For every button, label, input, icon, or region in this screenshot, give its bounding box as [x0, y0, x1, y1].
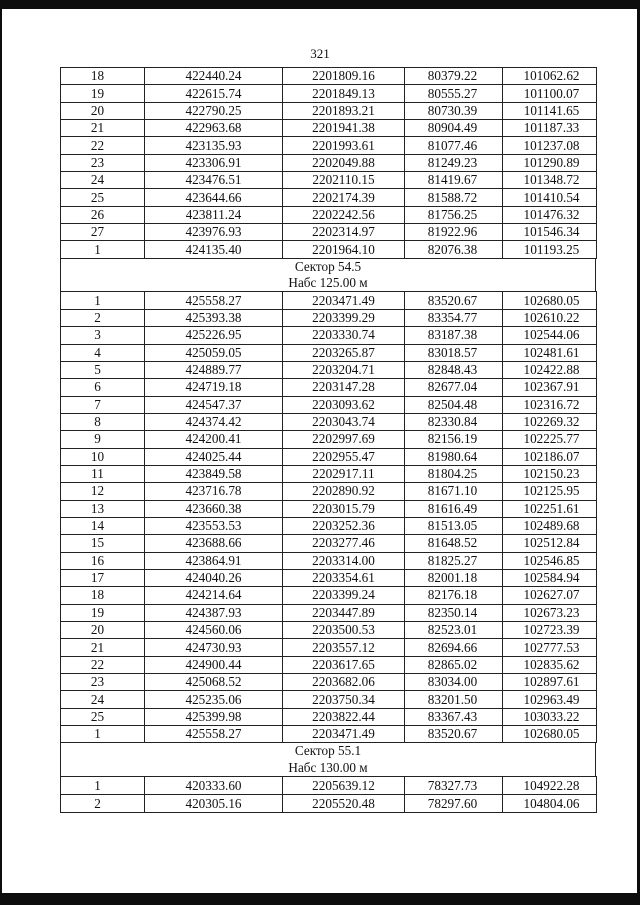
local-x-cell: 81671.10 [405, 483, 503, 500]
x-coordinate-cell: 424374.42 [145, 413, 283, 430]
x-coordinate-cell: 424387.93 [145, 604, 283, 621]
y-coordinate-cell: 2203471.49 [283, 292, 405, 309]
x-coordinate-cell: 424889.77 [145, 361, 283, 378]
y-coordinate-cell: 2203204.71 [283, 361, 405, 378]
local-x-cell: 83520.67 [405, 292, 503, 309]
coordinates-sheet [60, 67, 596, 813]
point-number-cell: 6 [61, 379, 145, 396]
point-number-cell: 22 [61, 656, 145, 673]
local-y-cell: 101546.34 [503, 224, 597, 241]
y-coordinate-cell: 2203750.34 [283, 691, 405, 708]
point-number-cell: 21 [61, 639, 145, 656]
y-coordinate-cell: 2203330.74 [283, 327, 405, 344]
y-coordinate-cell: 2202174.39 [283, 189, 405, 206]
local-y-cell: 102546.85 [503, 552, 597, 569]
point-number-cell: 27 [61, 224, 145, 241]
local-x-cell: 82865.02 [405, 656, 503, 673]
y-coordinate-cell: 2202314.97 [283, 224, 405, 241]
local-y-cell: 101476.32 [503, 206, 597, 223]
y-coordinate-cell: 2203277.46 [283, 535, 405, 552]
local-x-cell: 83520.67 [405, 726, 503, 743]
block-1-rows [61, 68, 597, 259]
table-row [61, 622, 597, 639]
y-coordinate-cell: 2201993.61 [283, 137, 405, 154]
block-2-rows [61, 292, 597, 743]
point-number-cell: 10 [61, 448, 145, 465]
x-coordinate-cell: 424200.41 [145, 431, 283, 448]
table-row [61, 344, 597, 361]
y-coordinate-cell: 2201849.13 [283, 85, 405, 102]
sector-height: Набс 130.00 м [288, 759, 368, 775]
local-y-cell: 101141.65 [503, 102, 597, 119]
x-coordinate-cell: 423553.53 [145, 517, 283, 534]
local-x-cell: 82677.04 [405, 379, 503, 396]
point-number-cell: 2 [61, 309, 145, 326]
table-row [61, 448, 597, 465]
local-y-cell: 104804.06 [503, 795, 597, 813]
y-coordinate-cell: 2201809.16 [283, 68, 405, 85]
x-coordinate-cell: 423644.66 [145, 189, 283, 206]
x-coordinate-cell: 425059.05 [145, 344, 283, 361]
table-row [61, 431, 597, 448]
table-row [61, 587, 597, 604]
table-row [61, 309, 597, 326]
x-coordinate-cell: 422615.74 [145, 85, 283, 102]
local-y-cell: 102251.61 [503, 500, 597, 517]
point-number-cell: 25 [61, 189, 145, 206]
local-y-cell: 102225.77 [503, 431, 597, 448]
local-y-cell: 102489.68 [503, 517, 597, 534]
point-number-cell: 8 [61, 413, 145, 430]
local-x-cell: 81513.05 [405, 517, 503, 534]
table-row [61, 708, 597, 725]
y-coordinate-cell: 2203093.62 [283, 396, 405, 413]
point-number-cell: 7 [61, 396, 145, 413]
local-x-cell: 78327.73 [405, 777, 503, 795]
x-coordinate-cell: 423811.24 [145, 206, 283, 223]
point-number-cell: 5 [61, 361, 145, 378]
point-number-cell: 21 [61, 120, 145, 137]
local-x-cell: 83187.38 [405, 327, 503, 344]
point-number-cell: 18 [61, 68, 145, 85]
local-y-cell: 102723.39 [503, 622, 597, 639]
table-row [61, 674, 597, 691]
x-coordinate-cell: 423135.93 [145, 137, 283, 154]
point-number-cell: 18 [61, 587, 145, 604]
point-number-cell: 24 [61, 691, 145, 708]
x-coordinate-cell: 423716.78 [145, 483, 283, 500]
table-row [61, 795, 597, 813]
local-x-cell: 83201.50 [405, 691, 503, 708]
y-coordinate-cell: 2203252.36 [283, 517, 405, 534]
y-coordinate-cell: 2203822.44 [283, 708, 405, 725]
local-y-cell: 102897.61 [503, 674, 597, 691]
local-y-cell: 102481.61 [503, 344, 597, 361]
local-x-cell: 82176.18 [405, 587, 503, 604]
y-coordinate-cell: 2203015.79 [283, 500, 405, 517]
x-coordinate-cell: 424214.64 [145, 587, 283, 604]
local-y-cell: 104922.28 [503, 777, 597, 795]
table-row [61, 292, 597, 309]
point-number-cell: 1 [61, 241, 145, 258]
local-x-cell: 82330.84 [405, 413, 503, 430]
local-x-cell: 81249.23 [405, 154, 503, 171]
table-row [61, 206, 597, 223]
local-x-cell: 83367.43 [405, 708, 503, 725]
coordinates-table-block-3 [60, 776, 597, 813]
local-x-cell: 82076.38 [405, 241, 503, 258]
point-number-cell: 19 [61, 85, 145, 102]
local-y-cell: 101237.08 [503, 137, 597, 154]
local-y-cell: 102673.23 [503, 604, 597, 621]
y-coordinate-cell: 2201893.21 [283, 102, 405, 119]
local-y-cell: 102367.91 [503, 379, 597, 396]
table-row [61, 102, 597, 119]
local-x-cell: 81419.67 [405, 172, 503, 189]
local-x-cell: 81922.96 [405, 224, 503, 241]
local-x-cell: 81648.52 [405, 535, 503, 552]
point-number-cell: 20 [61, 102, 145, 119]
local-x-cell: 81980.64 [405, 448, 503, 465]
x-coordinate-cell: 424025.44 [145, 448, 283, 465]
table-row [61, 691, 597, 708]
sector-height: Набс 125.00 м [288, 275, 368, 291]
x-coordinate-cell: 425235.06 [145, 691, 283, 708]
sector-54-5-header [60, 259, 596, 292]
local-x-cell: 82350.14 [405, 604, 503, 621]
x-coordinate-cell: 424560.06 [145, 622, 283, 639]
local-y-cell: 102125.95 [503, 483, 597, 500]
local-x-cell: 80904.49 [405, 120, 503, 137]
table-row [61, 483, 597, 500]
x-coordinate-cell: 425068.52 [145, 674, 283, 691]
table-row [61, 639, 597, 656]
y-coordinate-cell: 2202997.69 [283, 431, 405, 448]
table-row [61, 604, 597, 621]
local-y-cell: 101193.25 [503, 241, 597, 258]
coordinates-table-block-1 [60, 67, 597, 259]
y-coordinate-cell: 2203399.29 [283, 309, 405, 326]
local-y-cell: 102777.53 [503, 639, 597, 656]
point-number-cell: 24 [61, 172, 145, 189]
point-number-cell: 14 [61, 517, 145, 534]
local-y-cell: 102316.72 [503, 396, 597, 413]
y-coordinate-cell: 2201941.38 [283, 120, 405, 137]
coordinates-table-block-2 [60, 291, 597, 743]
local-y-cell: 102186.07 [503, 448, 597, 465]
x-coordinate-cell: 423306.91 [145, 154, 283, 171]
point-number-cell: 9 [61, 431, 145, 448]
point-number-cell: 20 [61, 622, 145, 639]
local-y-cell: 101062.62 [503, 68, 597, 85]
y-coordinate-cell: 2203147.28 [283, 379, 405, 396]
point-number-cell: 3 [61, 327, 145, 344]
y-coordinate-cell: 2203682.06 [283, 674, 405, 691]
table-row [61, 726, 597, 743]
local-x-cell: 81804.25 [405, 465, 503, 482]
x-coordinate-cell: 422440.24 [145, 68, 283, 85]
local-y-cell: 101187.33 [503, 120, 597, 137]
x-coordinate-cell: 420305.16 [145, 795, 283, 813]
point-number-cell: 4 [61, 344, 145, 361]
table-row [61, 569, 597, 586]
point-number-cell: 2 [61, 795, 145, 813]
local-y-cell: 102680.05 [503, 726, 597, 743]
table-row [61, 656, 597, 673]
y-coordinate-cell: 2202890.92 [283, 483, 405, 500]
table-row [61, 465, 597, 482]
point-number-cell: 23 [61, 674, 145, 691]
table-row [61, 241, 597, 258]
y-coordinate-cell: 2202049.88 [283, 154, 405, 171]
local-y-cell: 102963.49 [503, 691, 597, 708]
y-coordinate-cell: 2203314.00 [283, 552, 405, 569]
x-coordinate-cell: 424547.37 [145, 396, 283, 413]
y-coordinate-cell: 2205639.12 [283, 777, 405, 795]
point-number-cell: 19 [61, 604, 145, 621]
local-x-cell: 83034.00 [405, 674, 503, 691]
table-row [61, 120, 597, 137]
local-y-cell: 101410.54 [503, 189, 597, 206]
y-coordinate-cell: 2203471.49 [283, 726, 405, 743]
point-number-cell: 11 [61, 465, 145, 482]
x-coordinate-cell: 425226.95 [145, 327, 283, 344]
local-x-cell: 82694.66 [405, 639, 503, 656]
y-coordinate-cell: 2203447.89 [283, 604, 405, 621]
sector-55-1-header [60, 743, 596, 776]
local-x-cell: 82848.43 [405, 361, 503, 378]
table-row [61, 137, 597, 154]
x-coordinate-cell: 423976.93 [145, 224, 283, 241]
x-coordinate-cell: 424730.93 [145, 639, 283, 656]
x-coordinate-cell: 425399.98 [145, 708, 283, 725]
y-coordinate-cell: 2203265.87 [283, 344, 405, 361]
local-x-cell: 81616.49 [405, 500, 503, 517]
local-x-cell: 83018.57 [405, 344, 503, 361]
point-number-cell: 1 [61, 777, 145, 795]
local-y-cell: 102835.62 [503, 656, 597, 673]
point-number-cell: 26 [61, 206, 145, 223]
x-coordinate-cell: 423849.58 [145, 465, 283, 482]
local-y-cell: 102269.32 [503, 413, 597, 430]
point-number-cell: 15 [61, 535, 145, 552]
local-x-cell: 82156.19 [405, 431, 503, 448]
point-number-cell: 25 [61, 708, 145, 725]
local-x-cell: 80379.22 [405, 68, 503, 85]
point-number-cell: 23 [61, 154, 145, 171]
sector-title: Сектор 54.5 [294, 258, 362, 274]
table-row [61, 413, 597, 430]
point-number-cell: 13 [61, 500, 145, 517]
local-y-cell: 102610.22 [503, 309, 597, 326]
local-y-cell: 102512.84 [503, 535, 597, 552]
x-coordinate-cell: 425558.27 [145, 292, 283, 309]
y-coordinate-cell: 2203399.24 [283, 587, 405, 604]
y-coordinate-cell: 2202110.15 [283, 172, 405, 189]
local-y-cell: 102627.07 [503, 587, 597, 604]
y-coordinate-cell: 2203354.61 [283, 569, 405, 586]
y-coordinate-cell: 2202917.11 [283, 465, 405, 482]
table-row [61, 172, 597, 189]
x-coordinate-cell: 424719.18 [145, 379, 283, 396]
x-coordinate-cell: 420333.60 [145, 777, 283, 795]
table-row [61, 500, 597, 517]
x-coordinate-cell: 424900.44 [145, 656, 283, 673]
x-coordinate-cell: 425558.27 [145, 726, 283, 743]
local-y-cell: 101100.07 [503, 85, 597, 102]
local-x-cell: 81825.27 [405, 552, 503, 569]
local-x-cell: 81756.25 [405, 206, 503, 223]
point-number-cell: 16 [61, 552, 145, 569]
table-row [61, 224, 597, 241]
table-row [61, 189, 597, 206]
local-x-cell: 82001.18 [405, 569, 503, 586]
local-x-cell: 82504.48 [405, 396, 503, 413]
local-x-cell: 82523.01 [405, 622, 503, 639]
table-row [61, 552, 597, 569]
point-number-cell: 1 [61, 292, 145, 309]
x-coordinate-cell: 424040.26 [145, 569, 283, 586]
local-y-cell: 102422.88 [503, 361, 597, 378]
table-row [61, 68, 597, 85]
table-row [61, 327, 597, 344]
point-number-cell: 22 [61, 137, 145, 154]
x-coordinate-cell: 423476.51 [145, 172, 283, 189]
sector-title: Сектор 55.1 [294, 743, 362, 759]
scan-border-top [0, 0, 640, 9]
x-coordinate-cell: 423864.91 [145, 552, 283, 569]
table-row [61, 154, 597, 171]
scan-border-left [0, 0, 2, 905]
local-x-cell: 83354.77 [405, 309, 503, 326]
y-coordinate-cell: 2203557.12 [283, 639, 405, 656]
block-3-rows [61, 777, 597, 813]
local-y-cell: 103033.22 [503, 708, 597, 725]
local-y-cell: 102584.94 [503, 569, 597, 586]
table-row [61, 517, 597, 534]
table-row [61, 396, 597, 413]
local-y-cell: 102544.06 [503, 327, 597, 344]
table-row [61, 379, 597, 396]
x-coordinate-cell: 425393.38 [145, 309, 283, 326]
local-y-cell: 102680.05 [503, 292, 597, 309]
y-coordinate-cell: 2202955.47 [283, 448, 405, 465]
local-y-cell: 101290.89 [503, 154, 597, 171]
local-x-cell: 78297.60 [405, 795, 503, 813]
point-number-cell: 12 [61, 483, 145, 500]
local-x-cell: 80730.39 [405, 102, 503, 119]
table-row [61, 777, 597, 795]
local-x-cell: 81077.46 [405, 137, 503, 154]
x-coordinate-cell: 423688.66 [145, 535, 283, 552]
y-coordinate-cell: 2203500.53 [283, 622, 405, 639]
point-number-cell: 1 [61, 726, 145, 743]
x-coordinate-cell: 422963.68 [145, 120, 283, 137]
page-number: 321 [310, 46, 330, 61]
y-coordinate-cell: 2203617.65 [283, 656, 405, 673]
scan-border-bottom [0, 893, 640, 905]
y-coordinate-cell: 2203043.74 [283, 413, 405, 430]
y-coordinate-cell: 2202242.56 [283, 206, 405, 223]
y-coordinate-cell: 2201964.10 [283, 241, 405, 258]
x-coordinate-cell: 422790.25 [145, 102, 283, 119]
local-y-cell: 102150.23 [503, 465, 597, 482]
y-coordinate-cell: 2205520.48 [283, 795, 405, 813]
local-y-cell: 101348.72 [503, 172, 597, 189]
table-row [61, 361, 597, 378]
x-coordinate-cell: 424135.40 [145, 241, 283, 258]
table-row [61, 85, 597, 102]
local-x-cell: 80555.27 [405, 85, 503, 102]
point-number-cell: 17 [61, 569, 145, 586]
table-row [61, 535, 597, 552]
x-coordinate-cell: 423660.38 [145, 500, 283, 517]
local-x-cell: 81588.72 [405, 189, 503, 206]
